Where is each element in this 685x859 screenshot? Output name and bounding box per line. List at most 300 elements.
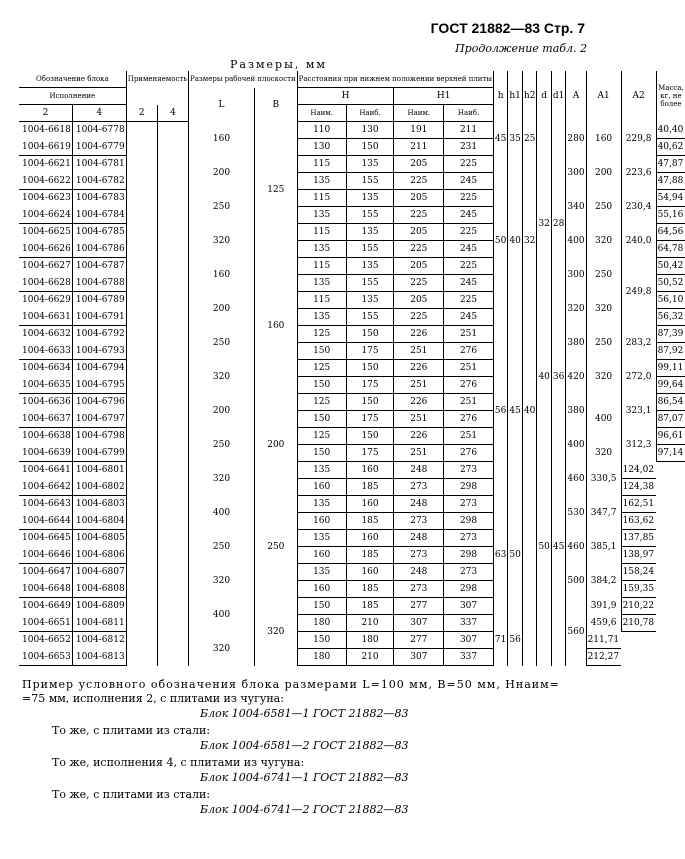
H1-max: 251: [444, 428, 494, 445]
H1-min: 273: [394, 547, 444, 564]
H-min: 115: [297, 156, 346, 173]
H-min: 160: [297, 513, 346, 530]
H1-max: 298: [444, 513, 494, 530]
mass: 50,52: [656, 275, 685, 292]
example-line-3: То же, с плитами из стали:: [52, 724, 211, 737]
H-min: 135: [297, 275, 346, 292]
dim-d: 32: [537, 122, 551, 326]
designation-2: 1004-6635: [19, 377, 72, 394]
H1-min: 251: [394, 377, 444, 394]
designation-4: 1004-6799: [72, 445, 126, 462]
H-max: 155: [346, 173, 394, 190]
H-max: 150: [346, 360, 394, 377]
H-min: 150: [297, 445, 346, 462]
designation-2: 1004-6627: [22, 261, 71, 272]
H-min: 135: [297, 462, 346, 479]
dim-a1: 320: [586, 224, 621, 258]
dim-a2: 385,1: [586, 530, 621, 564]
mass: 210,22: [621, 598, 656, 615]
H1-min: 307: [394, 615, 444, 632]
H-min: 150: [297, 377, 346, 394]
H-min: 115: [297, 258, 346, 275]
mass: 99,11: [656, 360, 685, 377]
table-row: [19, 649, 685, 666]
H1-max: 225: [444, 292, 494, 309]
example-line-2: =75 мм, исполнения 2, с плитами из чугуна:: [22, 692, 284, 705]
H1-min: 251: [394, 411, 444, 428]
table-row: [19, 530, 685, 547]
mass: 86,54: [656, 394, 685, 411]
H-min: 150: [297, 411, 346, 428]
H-min: 110: [297, 122, 346, 139]
H-max: 155: [346, 241, 394, 258]
dim-a2: 240,0: [621, 224, 656, 258]
designation-4: 1004-6797: [72, 411, 126, 428]
H1-max: 245: [444, 309, 494, 326]
dim-a: 560: [566, 598, 586, 666]
H1-min: 248: [394, 530, 444, 547]
dim-a2: 249,8: [621, 258, 656, 326]
H-min: 125: [297, 428, 346, 445]
H-max: 160: [346, 564, 394, 581]
H-max: 135: [346, 292, 394, 309]
H-min: 115: [297, 292, 346, 309]
designation-2: 1004-6644: [19, 513, 72, 530]
designation-4: 1004-6782: [72, 173, 126, 190]
mass: 212,27: [586, 649, 621, 666]
H-min: 125: [297, 394, 346, 411]
dim-a1: 320: [586, 360, 621, 394]
H1-min: 205: [394, 190, 444, 207]
designation-4: 1004-6791: [72, 309, 126, 326]
dim-b: 125: [254, 122, 297, 258]
dim-l: 250: [189, 326, 255, 360]
b-head: B: [254, 88, 297, 122]
designation-4: 1004-6809: [72, 598, 126, 615]
designation-4: 1004-6802: [72, 479, 126, 496]
mass: 56,10: [656, 292, 685, 309]
table-row: [19, 326, 685, 343]
dim-l: 250: [189, 530, 255, 564]
designation-2: 1004-6636: [22, 397, 71, 408]
dim-a1: 320: [586, 292, 621, 326]
H1-min: 205: [394, 224, 444, 241]
H-min: 115: [297, 224, 346, 241]
designation-4: 1004-6803: [72, 496, 126, 513]
designation-4: 1004-6789: [72, 292, 126, 309]
dim-a: 380: [566, 394, 586, 428]
H1-min: 225: [394, 207, 444, 224]
designation-4: 1004-6788: [72, 275, 126, 292]
dim-l: 400: [189, 598, 255, 632]
H1-max: 273: [444, 496, 494, 513]
dim-a1: 400: [586, 394, 621, 445]
mass: 64,56: [656, 224, 685, 241]
mass: 87,39: [656, 326, 685, 343]
dim-d1: 45: [551, 428, 566, 666]
H1-naim-head: Наим.: [394, 105, 444, 122]
H1-max: 251: [444, 360, 494, 377]
l-head: L: [189, 88, 255, 122]
table-row: [19, 496, 685, 513]
H-min: 160: [297, 547, 346, 564]
H-min: 150: [297, 632, 346, 649]
dim-l: 320: [189, 564, 255, 598]
H-head: H: [297, 88, 394, 105]
designation-2: 1004-6639: [19, 445, 72, 462]
table-row: [19, 156, 685, 173]
mass: 162,51: [621, 496, 656, 513]
designation-2: 1004-6632: [22, 329, 71, 340]
table-row: [19, 615, 685, 632]
dim-a1: 200: [586, 156, 621, 190]
designation-4: 1004-6807: [72, 564, 126, 581]
d1-head: d1: [551, 71, 566, 122]
dim-h2: 32: [522, 156, 537, 326]
dim-a: 320: [566, 292, 586, 326]
H-max: 150: [346, 139, 394, 156]
H1-max: 273: [444, 530, 494, 547]
H-max: 175: [346, 411, 394, 428]
H1-min: 277: [394, 632, 444, 649]
designation-4: 1004-6783: [72, 190, 126, 207]
H1-min: 211: [394, 139, 444, 156]
H-max: 160: [346, 530, 394, 547]
H1-max: 245: [444, 173, 494, 190]
H1-head: H1: [394, 88, 493, 105]
dim-a2: 391,9: [586, 598, 621, 615]
example-code-2: Блок 1004-6581—2 ГОСТ 21882—83: [200, 739, 409, 752]
designation-4: 1004-6812: [72, 632, 126, 649]
mass: 87,92: [656, 343, 685, 360]
designation-2: 1004-6622: [19, 173, 72, 190]
H-min: 135: [297, 173, 346, 190]
H1-naib-head: Наиб.: [444, 105, 494, 122]
designation-4: 1004-6811: [72, 615, 126, 632]
dim-h2: [522, 615, 537, 666]
H1-min: 205: [394, 292, 444, 309]
H-min: 125: [297, 360, 346, 377]
designation-4: 1004-6805: [72, 530, 126, 547]
H1-min: 191: [394, 122, 444, 139]
mass: 138,97: [621, 547, 656, 564]
H-min: 135: [297, 241, 346, 258]
a2-head: A2: [621, 71, 656, 122]
H1-max: 298: [444, 581, 494, 598]
H1-max: 276: [444, 343, 494, 360]
h-head: h: [493, 71, 507, 122]
designation-2: 1004-6618: [22, 125, 71, 136]
H-max: 135: [346, 156, 394, 173]
example-line-1: Пример условного обозначения блока размерами L=100 мм, B=50 мм, Hнаим=: [22, 678, 560, 691]
a1-head: A1: [586, 71, 621, 122]
dim-a2: 230,4: [621, 190, 656, 224]
table-row: [19, 258, 685, 275]
mass: 210,78: [621, 615, 656, 632]
dim-l: 200: [189, 156, 255, 190]
dim-a2: 459,6: [586, 615, 621, 632]
dim-a: 380: [566, 326, 586, 360]
designation-head: Обозначение блока: [19, 71, 126, 88]
H1-max: 273: [444, 564, 494, 581]
dim-h2: 40: [522, 326, 537, 496]
designation-2: 1004-6648: [19, 581, 72, 598]
H1-min: 248: [394, 564, 444, 581]
designation-4: 1004-6787: [72, 258, 126, 275]
designation-4: 1004-6801: [72, 462, 126, 479]
dim-h2: 25: [522, 122, 537, 156]
dim-a2: 323,1: [621, 394, 656, 428]
mass: 64,78: [656, 241, 685, 258]
H1-min: 273: [394, 581, 444, 598]
H-max: 135: [346, 224, 394, 241]
H-min: 125: [297, 326, 346, 343]
dim-a2: 347,7: [586, 496, 621, 530]
dim-a: 500: [566, 564, 586, 598]
dim-l: 200: [189, 394, 255, 428]
dim-a2: 272,0: [621, 360, 656, 394]
dim-b: 200: [254, 394, 297, 496]
designation-4: 1004-6781: [72, 156, 126, 173]
table-continuation: Продолжение табл. 2: [455, 42, 587, 55]
dim-l: 160: [189, 122, 255, 156]
designation-2: 1004-6646: [19, 547, 72, 564]
designation-4: 1004-6786: [72, 241, 126, 258]
dim-d1: 28: [551, 122, 566, 326]
H-max: 155: [346, 309, 394, 326]
H1-max: 298: [444, 547, 494, 564]
dim-d: 40: [537, 326, 551, 428]
H1-min: 251: [394, 445, 444, 462]
example-line-5: То же, с плитами из стали:: [52, 788, 211, 801]
dim-d1: 36: [551, 326, 566, 428]
dim-b: 250: [254, 496, 297, 598]
designation-4: 1004-6813: [72, 649, 126, 666]
example-code-1: Блок 1004-6581—1 ГОСТ 21882—83: [200, 707, 409, 720]
designation-4: 1004-6804: [72, 513, 126, 530]
example-code-4: Блок 1004-6741—2 ГОСТ 21882—83: [200, 803, 409, 816]
H-max: 175: [346, 445, 394, 462]
dim-l: 250: [189, 428, 255, 462]
designation-4: 1004-6793: [72, 343, 126, 360]
dim-h: 50: [493, 156, 507, 326]
dim-h1: 40: [508, 156, 523, 326]
col4-app-head: 4: [157, 105, 188, 122]
dim-h1: 56: [508, 615, 523, 666]
H1-min: 226: [394, 394, 444, 411]
designation-2: 1004-6645: [22, 533, 71, 544]
table-row: [19, 394, 685, 411]
dim-d: 50: [537, 428, 551, 666]
designation-2: 1004-6629: [22, 295, 71, 306]
H-max: 185: [346, 581, 394, 598]
H-max: 185: [346, 598, 394, 615]
dim-l: 320: [189, 462, 255, 496]
table-row: [19, 428, 685, 445]
distance-head: Расстояния при нижнем положении верхней плиты: [297, 71, 493, 88]
h1-head: h1: [508, 71, 523, 122]
H-min: 180: [297, 649, 346, 666]
H1-max: 337: [444, 615, 494, 632]
dim-a2: 283,2: [621, 326, 656, 360]
H1-max: 245: [444, 275, 494, 292]
dim-h: 56: [493, 326, 507, 496]
dim-a: 300: [566, 156, 586, 190]
table-row: [19, 632, 685, 649]
dim-h: 63: [493, 496, 507, 615]
H1-max: 225: [444, 190, 494, 207]
H-max: 135: [346, 258, 394, 275]
designation-2: 1004-6633: [19, 343, 72, 360]
dim-a2: 312,3: [621, 428, 656, 462]
table-row: [19, 564, 685, 581]
mass: 124,02: [621, 462, 656, 479]
H-min: 135: [297, 564, 346, 581]
application-head: Применяемость: [126, 71, 188, 88]
H-min: 160: [297, 581, 346, 598]
dimensions-table: [19, 71, 685, 666]
H-max: 160: [346, 462, 394, 479]
designation-2: 1004-6623: [22, 193, 71, 204]
H1-max: 276: [444, 377, 494, 394]
table-row: [19, 224, 685, 241]
H1-min: 251: [394, 343, 444, 360]
H1-min: 225: [394, 275, 444, 292]
dim-a: 400: [566, 224, 586, 258]
mass: 50,42: [656, 258, 685, 275]
H-max: 160: [346, 496, 394, 513]
H1-min: 226: [394, 326, 444, 343]
H-max: 150: [346, 428, 394, 445]
H-min: 135: [297, 309, 346, 326]
designation-2: 1004-6619: [19, 139, 72, 156]
designation-4: 1004-6796: [72, 394, 126, 411]
dim-a: 420: [566, 360, 586, 394]
mass: 159,35: [621, 581, 656, 598]
H-min: 160: [297, 479, 346, 496]
dim-a1: 250: [586, 258, 621, 292]
dim-a: 460: [566, 462, 586, 496]
dim-l: 320: [189, 224, 255, 258]
table-row: [19, 445, 685, 462]
dim-a1: 160: [586, 122, 621, 156]
dim-a2: 229,8: [621, 122, 656, 156]
H1-max: 225: [444, 258, 494, 275]
H-naib-head: Наиб.: [346, 105, 394, 122]
H1-min: 248: [394, 496, 444, 513]
H1-max: 307: [444, 598, 494, 615]
designation-2: 1004-6652: [22, 635, 71, 646]
H1-min: 273: [394, 479, 444, 496]
designation-2: 1004-6631: [19, 309, 72, 326]
table-row: [19, 190, 685, 207]
dim-a: 300: [566, 258, 586, 292]
dim-l: 160: [189, 258, 255, 292]
H-min: 180: [297, 615, 346, 632]
H-max: 185: [346, 479, 394, 496]
H-max: 150: [346, 394, 394, 411]
mass: 40,40: [656, 122, 685, 139]
col4-head: 4: [72, 105, 126, 122]
table-row: [19, 462, 685, 479]
H-max: 155: [346, 275, 394, 292]
dim-a1: 320: [586, 445, 621, 462]
H-min: 150: [297, 343, 346, 360]
dim-h1: 35: [508, 122, 523, 156]
designation-4: 1004-6785: [72, 224, 126, 241]
H1-max: 211: [444, 122, 494, 139]
H-max: 135: [346, 190, 394, 207]
H1-max: 225: [444, 224, 494, 241]
dim-l: 400: [189, 496, 255, 530]
H1-min: 277: [394, 598, 444, 615]
mass: 97,14: [656, 445, 685, 462]
d-head: d: [537, 71, 551, 122]
dim-b: 320: [254, 598, 297, 666]
mass-head: Масса, кг, не более: [656, 71, 685, 122]
example-line-4: То же, исполнения 4, с плитами из чугуна:: [52, 756, 305, 769]
dim-l: 320: [189, 632, 255, 666]
H-max: 185: [346, 513, 394, 530]
mass: 47,88: [656, 173, 685, 190]
H1-max: 276: [444, 411, 494, 428]
mass: 54,94: [656, 190, 685, 207]
H-min: 135: [297, 496, 346, 513]
H1-min: 226: [394, 428, 444, 445]
table-row: [19, 360, 685, 377]
mass: 158,24: [621, 564, 656, 581]
H-max: 175: [346, 377, 394, 394]
dim-h1: 50: [508, 496, 523, 615]
h2-head: h2: [522, 71, 537, 122]
designation-4: 1004-6794: [72, 360, 126, 377]
mass: 55,16: [656, 207, 685, 224]
H-min: 115: [297, 190, 346, 207]
dim-a2: 330,5: [586, 462, 621, 496]
designation-2: 1004-6642: [19, 479, 72, 496]
designation-2: 1004-6651: [19, 615, 72, 632]
dim-h: 45: [493, 122, 507, 156]
dim-b: 160: [254, 258, 297, 394]
H1-max: 337: [444, 649, 494, 666]
designation-2: 1004-6653: [19, 649, 72, 666]
H1-min: 307: [394, 649, 444, 666]
dim-a: 400: [566, 428, 586, 462]
H1-max: 245: [444, 241, 494, 258]
designation-4: 1004-6792: [72, 326, 126, 343]
dim-a2: 384,2: [586, 564, 621, 598]
designation-2: 1004-6638: [22, 431, 71, 442]
designation-2: 1004-6624: [19, 207, 72, 224]
H1-min: 226: [394, 360, 444, 377]
H-max: 180: [346, 632, 394, 649]
dim-l: 250: [189, 190, 255, 224]
mass: 163,62: [621, 513, 656, 530]
mass: 56,32: [656, 309, 685, 326]
designation-2: 1004-6643: [22, 499, 71, 510]
designation-2: 1004-6641: [22, 465, 71, 476]
a-head: A: [566, 71, 586, 122]
H1-max: 273: [444, 462, 494, 479]
mass: 99,64: [656, 377, 685, 394]
table-title: Размеры, мм: [230, 58, 327, 71]
designation-4: 1004-6808: [72, 581, 126, 598]
H-max: 155: [346, 207, 394, 224]
H-max: 210: [346, 615, 394, 632]
H1-min: 225: [394, 309, 444, 326]
dim-a: 460: [566, 530, 586, 564]
H1-max: 251: [444, 326, 494, 343]
